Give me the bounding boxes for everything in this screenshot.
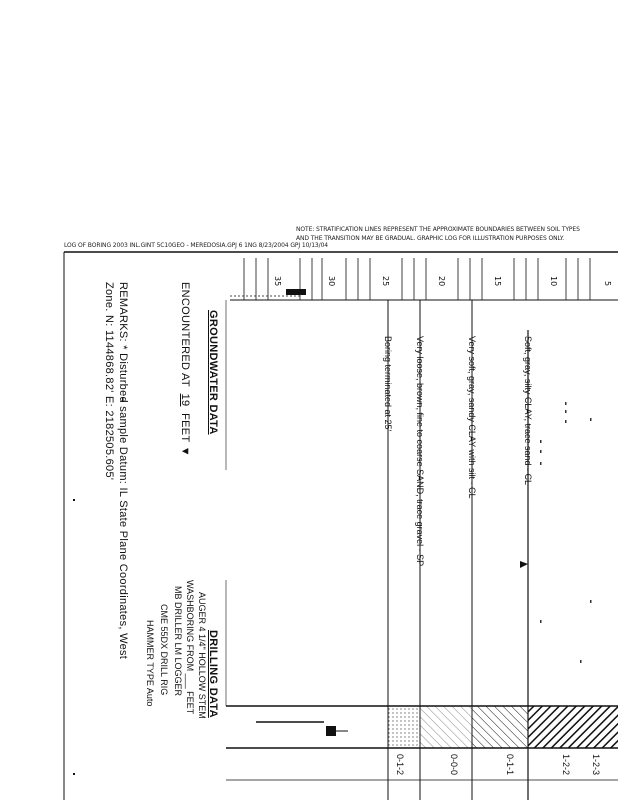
groundwater-title: GROUNDWATER DATA: [207, 310, 219, 435]
encountered-suffix: FEET: [179, 413, 191, 443]
layer3-description: Very loose, brown, fine to coarse SAND, trace gravel - SP: [415, 336, 425, 567]
drilling-washboring: WASHBORING FROM ___ FEET: [185, 580, 195, 715]
blow-count: 1-2-3: [591, 754, 601, 776]
depth-label: 25: [381, 276, 390, 287]
blow-count: 1-2-2: [561, 754, 571, 776]
groundwater-encountered: ENCOUNTERED AT 19 FEET ▼: [179, 282, 191, 457]
depth-label: 5: [603, 281, 612, 287]
encountered-prefix: ENCOUNTERED AT: [179, 282, 191, 387]
depth-label: 20: [437, 276, 446, 287]
groundwater-depth: 19: [179, 393, 191, 407]
drilling-title: DRILLING DATA: [207, 630, 219, 718]
layer1-description: Soft, gray, silty CLAY, trace sand - CL: [523, 336, 533, 486]
log-file-reference: LOG OF BORING 2003 INL.GINT 5C10GEO - MEREDOSIA.GPJ 6 1NG 8/23/2004 GPJ 10/13/04: [64, 242, 329, 249]
stratification-note-line2: AND THE TRANSITION MAY BE GRADUAL. GRAPHIC LOG FOR ILLUSTRATION PURPOSES ONLY.: [296, 235, 565, 242]
layer2-description: Very soft, gray, sandy CLAY with silt - CL: [467, 336, 477, 499]
drilling-rig: CME 55DX DRILL RIG: [159, 604, 169, 696]
drilling-crew: MB DRILLER LM LOGGER: [173, 586, 183, 697]
depth-label: 35: [273, 276, 282, 287]
remarks-line2: Zone. N: 1144868.82' E: 2182505.605': [103, 282, 115, 481]
blow-count: 0-1-2: [395, 754, 405, 776]
depth-label: 30: [327, 276, 336, 287]
hammer-type: HAMMER TYPE Auto: [145, 620, 155, 707]
remarks-line1: REMARKS: * Disturbed sample Datum: IL State Plane Coordinates, West: [117, 282, 129, 660]
blow-count: 0-0-0: [449, 754, 459, 776]
depth-label: 10: [549, 276, 558, 287]
termination-note: Boring terminated at 25': [383, 336, 393, 432]
blow-count: 0-1-1: [505, 754, 515, 776]
stratification-note-line1: NOTE: STRATIFICATION LINES REPRESENT THE APPROXIMATE BOUNDARIES BETWEEN SOIL TYPES: [296, 226, 580, 233]
drilling-auger: AUGER 4 1/4" HOLLOW STEM: [197, 592, 207, 719]
depth-label: 15: [493, 276, 502, 287]
